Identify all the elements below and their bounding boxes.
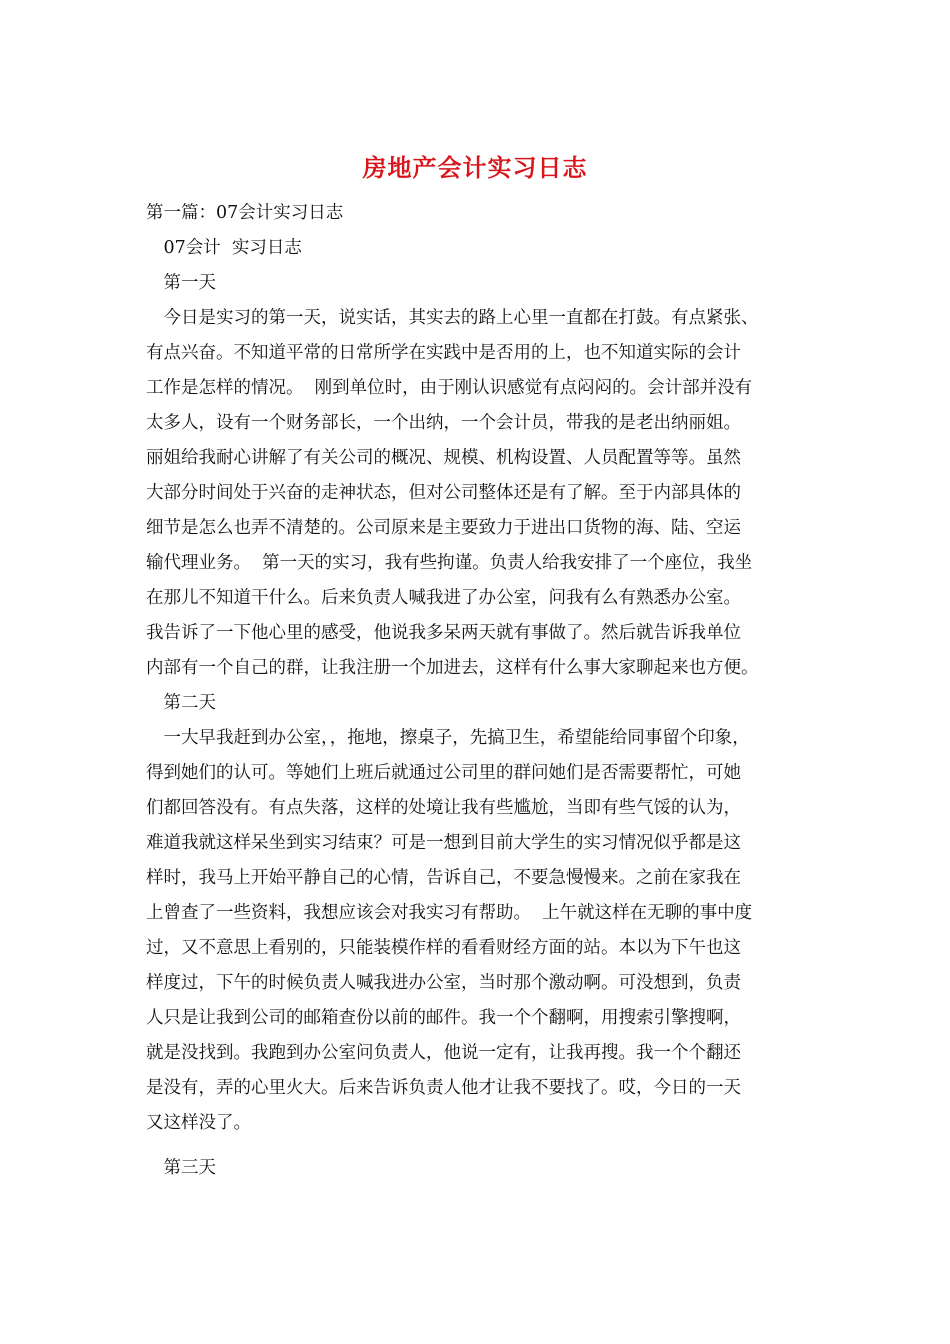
text-line: 大部分时间处于兴奋的走神状态，但对公司整体还是有了解。至于内部具体的 bbox=[146, 483, 741, 503]
text-line: 我告诉了一下他心里的感受，他说我多呆两天就有事做了。然后就告诉我单位 bbox=[146, 623, 741, 643]
text-line: 上曾查了一些资料，我想应该会对我实习有帮助。 上午就这样在无聊的事中度 bbox=[146, 903, 753, 923]
text-line: 一大早我赶到办公室，，拖地，擦桌子，先搞卫生，希望能给同事留个印象， bbox=[146, 728, 750, 748]
text-line: 人只是让我到公司的邮箱查份以前的邮件。我一个个翻啊，用搜索引擎搜啊， bbox=[146, 1008, 741, 1028]
text-line: 在那儿不知道干什么。后来负责人喊我进了办公室，问我有么有熟悉办公室。 bbox=[146, 588, 741, 608]
text-line: 得到她们的认可。等她们上班后就通过公司里的群问她们是否需要帮忙，可她 bbox=[146, 763, 741, 783]
text-line: 样度过，下午的时候负责人喊我进办公室，当时那个激动啊。可没想到，负责 bbox=[146, 973, 741, 993]
text-line: 过，又不意思上看别的，只能装模作样的看看财经方面的站。本以为下午也这 bbox=[146, 938, 741, 958]
text-line: 是没有，弄的心里火大。后来告诉负责人他才让我不要找了。哎，今日的一天 bbox=[146, 1078, 741, 1098]
text-line: 有点兴奋。不知道平常的日常所学在实践中是否用的上，也不知道实际的会计 bbox=[146, 343, 741, 363]
text-line: 难道我就这样呆坐到实习结束？可是一想到目前大学生的实习情况似乎都是这 bbox=[146, 833, 741, 853]
text-line: 输代理业务。 第一天的实习，我有些拘谨。负责人给我安排了一个座位，我坐 bbox=[146, 553, 753, 573]
text-line: 今日是实习的第一天，说实话，其实去的路上心里一直都在打鼓。有点紧张、 bbox=[146, 308, 759, 328]
document-title: 房地产会计实习日志 bbox=[362, 153, 588, 182]
text-line: 第一篇：07会计实习日志 bbox=[146, 203, 344, 223]
text-line: 就是没找到。我跑到办公室问负责人，他说一定有，让我再搜。我一个个翻还 bbox=[146, 1043, 741, 1063]
text-line: 第二天 bbox=[146, 693, 216, 713]
text-line: 太多人，设有一个财务部长，一个出纳，一个会计员，带我的是老出纳丽姐。 bbox=[146, 413, 741, 433]
document-body bbox=[146, 196, 810, 1186]
text-line: 07会计 实习日志 bbox=[146, 238, 302, 258]
text-line: 第三天 bbox=[146, 1158, 216, 1178]
text-line: 们都回答没有。有点失落，这样的处境让我有些尴尬，当即有些气馁的认为， bbox=[146, 798, 741, 818]
text-line: 丽姐给我耐心讲解了有关公司的概况、规模、机构设置、人员配置等等。虽然 bbox=[146, 448, 741, 468]
text-line: 工作是怎样的情况。 刚到单位时，由于刚认识感觉有点闷闷的。会计部并没有 bbox=[146, 378, 753, 398]
text-line: 第一天 bbox=[146, 273, 216, 293]
text-line: 细节是怎么也弄不清楚的。公司原来是主要致力于进出口货物的海、陆、空运 bbox=[146, 518, 741, 538]
text-line: 内部有一个自己的群，让我注册一个加进去，这样有什么事大家聊起来也方便。 bbox=[146, 658, 759, 678]
text-line: 样时，我马上开始平静自己的心情，告诉自己，不要急慢慢来。之前在家我在 bbox=[146, 868, 741, 888]
text-line: 又这样没了。 bbox=[146, 1113, 251, 1133]
